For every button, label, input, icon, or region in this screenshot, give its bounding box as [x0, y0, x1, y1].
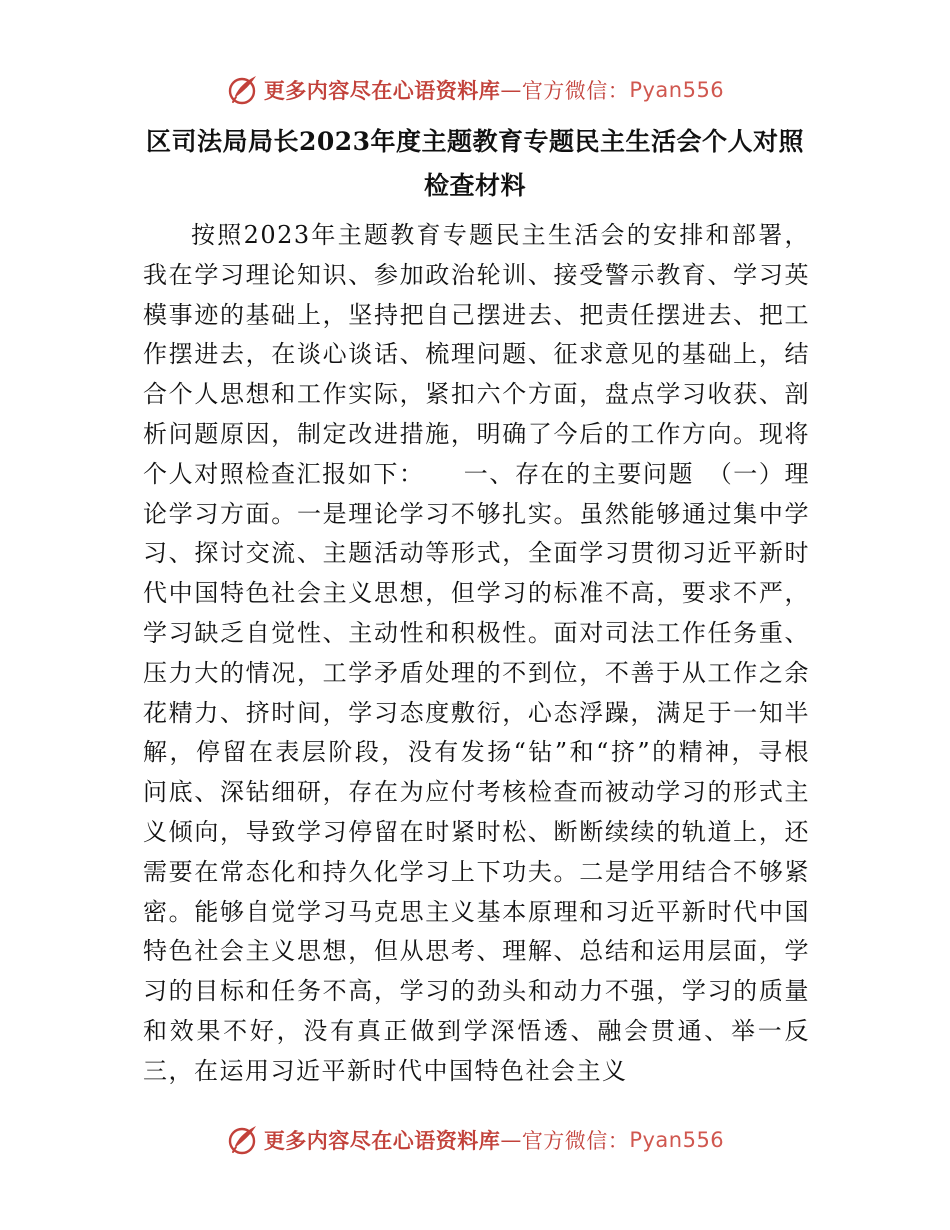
- promo-text: 更多内容尽在心语资料库: [263, 79, 501, 103]
- footer-banner: [0, 1120, 950, 1160]
- wechat-id: Pyan556: [629, 78, 725, 102]
- quill-logo-icon: [226, 73, 260, 107]
- banner-separator: —: [500, 78, 522, 102]
- promo-text: 更多内容尽在心语资料库: [263, 1129, 501, 1153]
- wechat-label: 官方微信：: [521, 1129, 630, 1153]
- quill-logo-icon: [226, 1123, 260, 1157]
- header-banner: [0, 70, 950, 110]
- document-title: 区司法局局长2023年度主题教育专题民主生活会个人对照检查材料: [145, 127, 805, 200]
- banner-separator: —: [500, 1128, 522, 1152]
- wechat-label: 官方微信：: [521, 79, 630, 103]
- wechat-id: Pyan556: [629, 1128, 725, 1152]
- document-body: 按照2023年主题教育专题民主生活会的安排和部署，我在学习理论知识、参加政治轮训、接受警示教育、学习英模事迹的基础上，坚持把自己摆进去、把责任摆进去、把工作摆进去，在谈心谈话、梳理问题、征求意见的基础上，结合个人思想和工作实际，紧扣六个方面，盘点学习收获、剖析问题原因，制定改进措施，明确了今后的工作方向。现将个人对照检查汇报如下： 一、存在的主要问题 （一）理论学习方面。一是理论学习不够扎实。虽然能够通过集中学习、探讨交流、主题活动等形式，全面学习贯彻习近平新时代中国特色社会主义思想，但学习的标准不高，要求不严，学习缺乏自觉性、主动性和积极性。面对司法工作任务重、压力大的情况，工学矛盾处理的不到位，不善于从工作之余花精力、挤时间，学习态度敷衍，心态浮躁，满足于一知半解，停留在表层阶段，没有发扬“钻”和“挤”的精神，寻根问底、深钻细研，存在为应付考核检查而被动学习的形式主义倾向，导致学习停留在时紧时松、断断续续的轨道上，还需要在常态化和持久化学习上下功夫。二是学用结合不够紧密。能够自觉学习马克思主义基本原理和习近平新时代中国特色社会主义思想，但从思考、理解、总结和运用层面，学习的目标和任务不高，学习的劲头和动力不强，学习的质量和效果不好，没有真正做到学深悟透、融会贯通、举一反三，在运用习近平新时代中国特色社会主义: [143, 221, 810, 1085]
